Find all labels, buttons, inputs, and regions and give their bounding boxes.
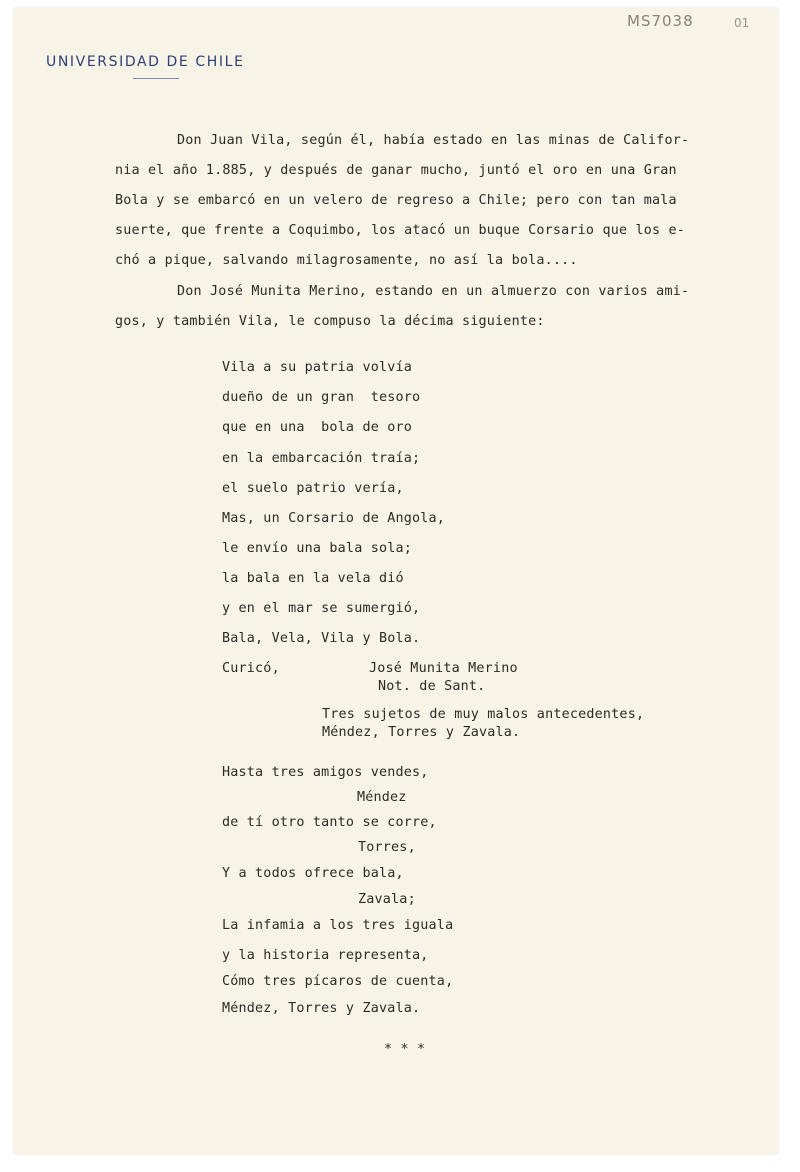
decima-verse-4: en la embarcación traía; <box>222 451 421 466</box>
decima-verse-10: Bala, Vela, Vila y Bola. <box>222 631 421 646</box>
decima-verse-7: le envío una bala sola; <box>222 541 413 556</box>
intro-2-line-1: Tres sujetos de muy malos antecedentes, <box>322 707 645 722</box>
decima-verse-8: la bala en la vela dió <box>222 571 404 586</box>
decima-verse-5: el suelo patrio vería, <box>222 481 404 496</box>
intro-2-line-2: Méndez, Torres y Zavala. <box>322 725 521 740</box>
decima-verse-3: que en una bola de oro <box>222 420 413 435</box>
signature-place: Curicó, <box>222 661 280 676</box>
poem-2-line-1: Hasta tres amigos vendes, <box>222 765 429 780</box>
paragraph-1-line-1: Don Juan Vila, según él, había estado en las minas de Califor- <box>177 133 690 148</box>
poem-2-line-10: Méndez, Torres y Zavala. <box>222 1001 421 1016</box>
letterhead-institution: UNIVERSIDAD DE CHILE <box>46 54 245 70</box>
paragraph-2-line-1: Don José Munita Merino, estando en un almuerzo con varios ami- <box>177 284 690 299</box>
decima-verse-1: Vila a su patria volvía <box>222 360 413 375</box>
poem-2-line-2: Méndez <box>357 790 407 805</box>
decima-verse-6: Mas, un Corsario de Angola, <box>222 511 446 526</box>
paragraph-1-line-2: nia el año 1.885, y después de ganar mucho, juntó el oro en una Gran <box>115 163 677 178</box>
signature-title: Not. de Sant. <box>378 679 486 694</box>
signature-name: José Munita Merino <box>369 661 518 676</box>
decima-verse-2: dueño de un gran tesoro <box>222 390 421 405</box>
paragraph-2-line-2: gos, y también Vila, le compuso la décima siguiente: <box>115 314 545 329</box>
poem-2-line-6: Zavala; <box>358 892 416 907</box>
paragraph-1-line-4: suerte, que frente a Coquimbo, los atacó un buque Corsario que los e- <box>115 223 686 238</box>
paragraph-1-line-3: Bola y se embarcó en un velero de regreso a Chile; pero con tan mala <box>115 193 677 208</box>
poem-2-line-7: La infamia a los tres iguala <box>222 918 454 933</box>
paragraph-1-line-5: chó a pique, salvando milagrosamente, no así la bola.... <box>115 253 578 268</box>
poem-2-line-5: Y a todos ofrece bala, <box>222 866 404 881</box>
poem-2-line-8: y la historia representa, <box>222 948 429 963</box>
letterhead-rule <box>133 78 179 79</box>
poem-2-line-4: Torres, <box>358 840 416 855</box>
poem-2-line-3: de tí otro tanto se corre, <box>222 815 437 830</box>
closing-asterisks: * * * <box>384 1042 426 1057</box>
archive-number: MS7038 <box>627 12 694 30</box>
poem-2-line-9: Cómo tres pícaros de cuenta, <box>222 974 454 989</box>
decima-verse-9: y en el mar se sumergió, <box>222 601 421 616</box>
folio-number: 01 <box>734 16 750 30</box>
